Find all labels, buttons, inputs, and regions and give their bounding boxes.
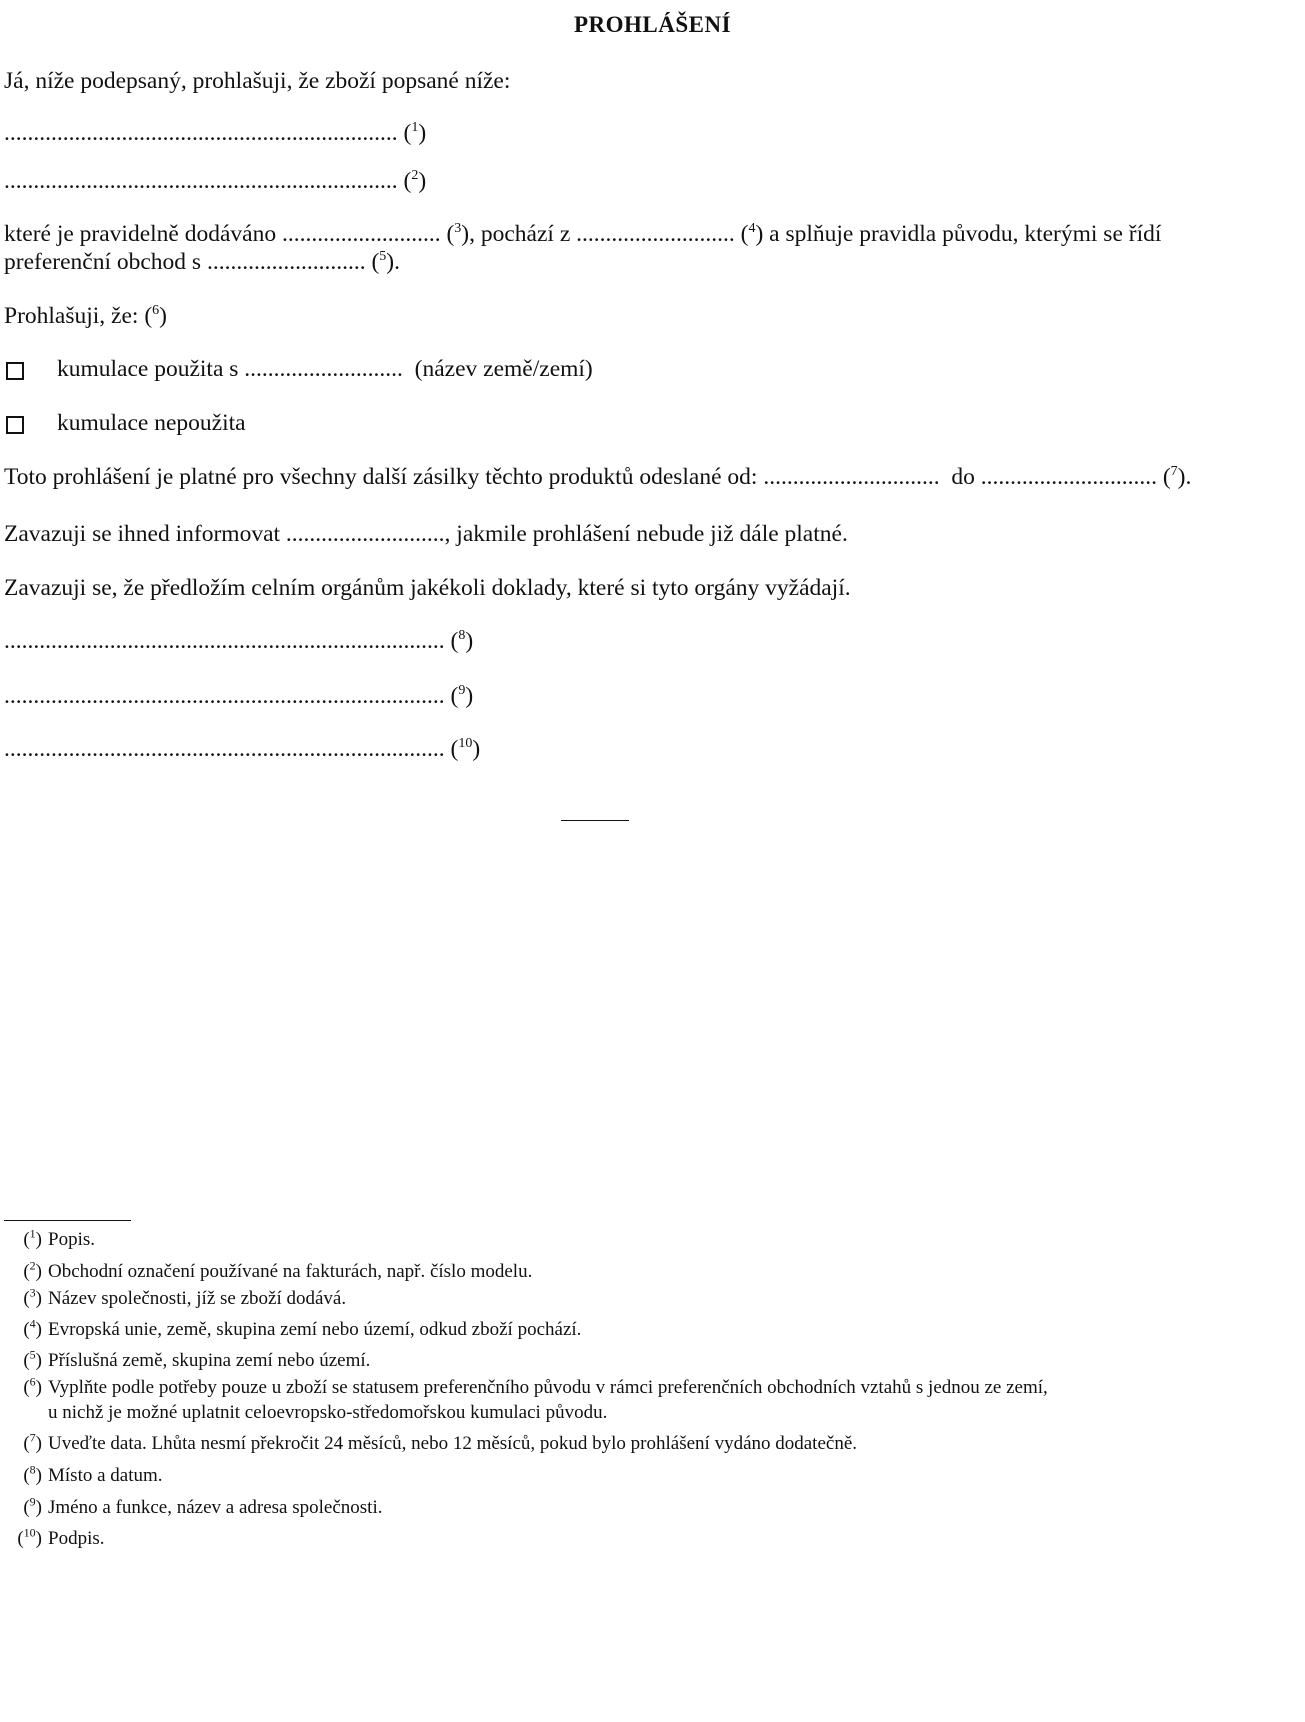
cumulation-country-field[interactable]: ...........................: [244, 356, 403, 382]
preferential-trade-field[interactable]: ...........................: [206, 249, 366, 275]
goods-description-line[interactable]: ................................................................... ($^1$): [4, 120, 427, 146]
name-function-line[interactable]: ........................................................................... ($^9$): [4, 683, 474, 709]
customer-field[interactable]: ...........................: [281, 221, 441, 247]
inform-party-field[interactable]: ...........................: [285, 521, 445, 547]
cumulation-used-text: kumulace použita s ........................... (název země/zemí): [57, 356, 593, 382]
declare-label: Prohlašuji, že: ($^6$): [4, 303, 167, 329]
signature-line[interactable]: ........................................................................... ($^{10}$): [4, 736, 481, 762]
submit-documents-paragraph: Zavazuji se, že předložím celním orgánům jakékoli doklady, které si tyto orgány vyžádají.: [4, 575, 851, 601]
valid-to-field[interactable]: ..............................: [980, 464, 1157, 490]
intro-text: Já, níže podepsaný, prohlašuji, že zboží popsané níže:: [4, 68, 511, 94]
supply-paragraph-cont: preferenční obchod s ........................... ($^5$).: [4, 249, 400, 275]
page-title: PROHLÁŠENÍ: [573, 12, 732, 37]
footnote-separator: [4, 1220, 131, 1221]
section-divider: [561, 820, 629, 821]
cumulation-not-used-text: kumulace nepoužita: [57, 410, 246, 436]
origin-field[interactable]: ...........................: [576, 221, 735, 247]
commercial-designation-line[interactable]: ................................................................... ($^2$): [4, 168, 427, 194]
supply-paragraph: které je pravidelně dodáváno ........................... ($^3$), pochází z ........................... ($^4$) a splňuje pravidla původu, kterými se řídí: [4, 221, 1162, 247]
cumulation-not-used-checkbox[interactable]: [6, 416, 24, 434]
cumulation-used-checkbox[interactable]: [6, 362, 24, 380]
declaration-page: PROHLÁŠENÍ Já, níže podepsaný, prohlašuji, že zboží popsané níže: ................................................................... ($^1$) ................................................................... ($^2$) které je pravidelně dodáváno ........................... ($^3$), pochází z ........................... ($^4$) a splňuje pravidla původu, kterými se řídí preferenční obchod s ........................... ($^5$). Prohlašuji, že: ($^6$) kumulace použita s ........................... (název země/zemí) kumulace nepoužita Toto prohlášení je platné pro všechny další zásilky těchto produktů odeslané od: .............................. do .............................. ($^7$). Zavazuji se ihned informovat ..........................., jakmile prohlášení nebude již dále platné. Zavazuji se, že předložím celním orgánům jakékoli doklady, které si tyto orgány vyžádají. ........................................................................... ($^8$) ........................................................................... ($^9$) ........................................................................... ($^{10}$) ($^1$) Popis. ($^2$) Obchodní označení používané na fakturách, např. číslo modelu. ($^3$) Název společnosti, jíž se zboží dodává. ($^4$) Evropská unie, země, skupina zemí nebo území, odkud zboží pochází. ($^5$) Příslušná země, skupina zemí nebo území. ($^6$) Vyplňte podle potřeby pouze u zboží se statusem preferenčního původu v rámci preferenčních obchodních vztahů s jednou ze zemí, u nichž je možné uplatnit celoevropsko-středomořskou kumulaci původu. ($^7$) Uveďte data. Lhůta nesmí překročit 24 měsíců, nebo 12 měsíců, pokud bylo prohlášení vydáno dodatečně. ($^8$) Místo a datum. ($^9$) Jméno a funkce, název a adresa společnosti. ($^{10}$) Podpis.: [0, 0, 1305, 1722]
valid-from-field[interactable]: ..............................: [763, 464, 940, 490]
validity-paragraph: Toto prohlášení je platné pro všechny další zásilky těchto produktů odeslané od: .............................. do .............................. ($^7$).: [4, 464, 1192, 490]
place-date-line[interactable]: ........................................................................... ($^8$): [4, 628, 474, 654]
inform-paragraph: Zavazuji se ihned informovat ..........................., jakmile prohlášení nebude již dále platné.: [4, 521, 848, 547]
